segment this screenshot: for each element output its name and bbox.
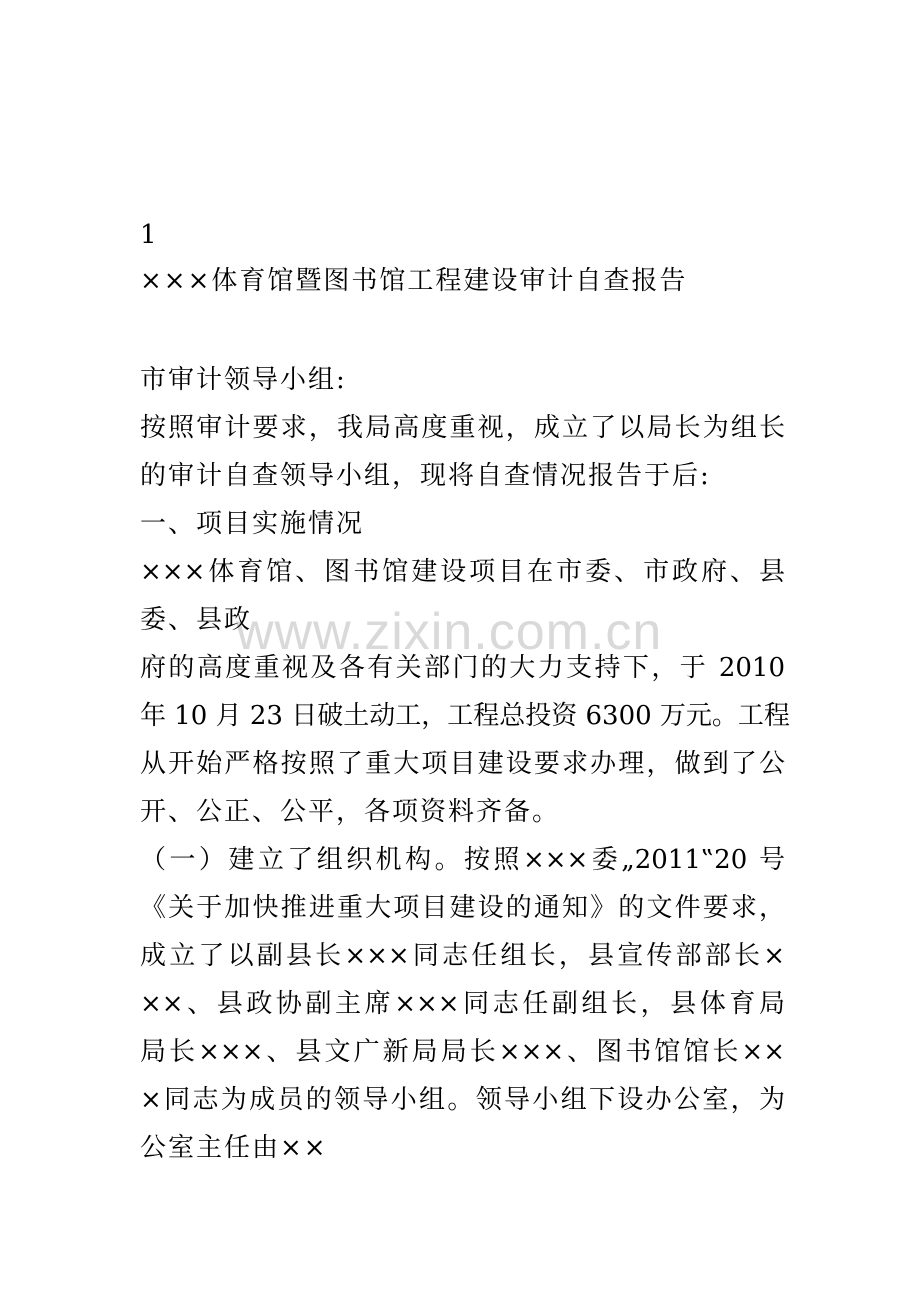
paragraph-line: 年 10 月 23 日破土动工，工程总投资 6300 万元。工程 [140, 701, 790, 731]
subsection-heading: （一）建立了组织机构。按照×××委„2011‟20 号 [140, 845, 785, 875]
paragraph-line: 局长×××、县文广新局局长×××、图书馆馆长×× [140, 1037, 785, 1067]
paragraph-line: 的审计自查领导小组，现将自查情况报告于后: [140, 461, 711, 491]
watermark: www.zixin.com.cn [236, 603, 663, 661]
section-heading: 一、项目实施情况 [140, 509, 365, 539]
paragraph-line: 从开始严格按照了重大项目建设要求办理，做到了公 [140, 749, 785, 779]
page-number: 1 [140, 220, 157, 250]
paragraph-line: 按照审计要求，我局高度重视，成立了以局长为组长 [140, 413, 785, 443]
paragraph-line: 委、县政 [140, 605, 253, 635]
salutation: 市审计领导小组: [140, 365, 347, 395]
paragraph-line: 开、公正、公平，各项资料齐备。 [140, 797, 561, 827]
document-title: ×××体育馆暨图书馆工程建设审计自查报告 [140, 266, 688, 296]
paragraph-line: ××、县政协副主席×××同志任副组长，县体育局 [140, 989, 785, 1019]
paragraph-line: 公室主任由×× [140, 1133, 328, 1163]
paragraph-line: 成立了以副县长×××同志任组长，县宣传部部长× [140, 941, 785, 971]
paragraph-line: ×××体育馆、图书馆建设项目在市委、市政府、县 [140, 557, 785, 587]
paragraph-line: 《关于加快推进重大项目建设的通知》的文件要求， [140, 893, 785, 923]
paragraph-line: ×同志为成员的领导小组。领导小组下设办公室，为 [140, 1085, 785, 1115]
paragraph-line: 府的高度重视及各有关部门的大力支持下，于 2010 [140, 653, 785, 683]
